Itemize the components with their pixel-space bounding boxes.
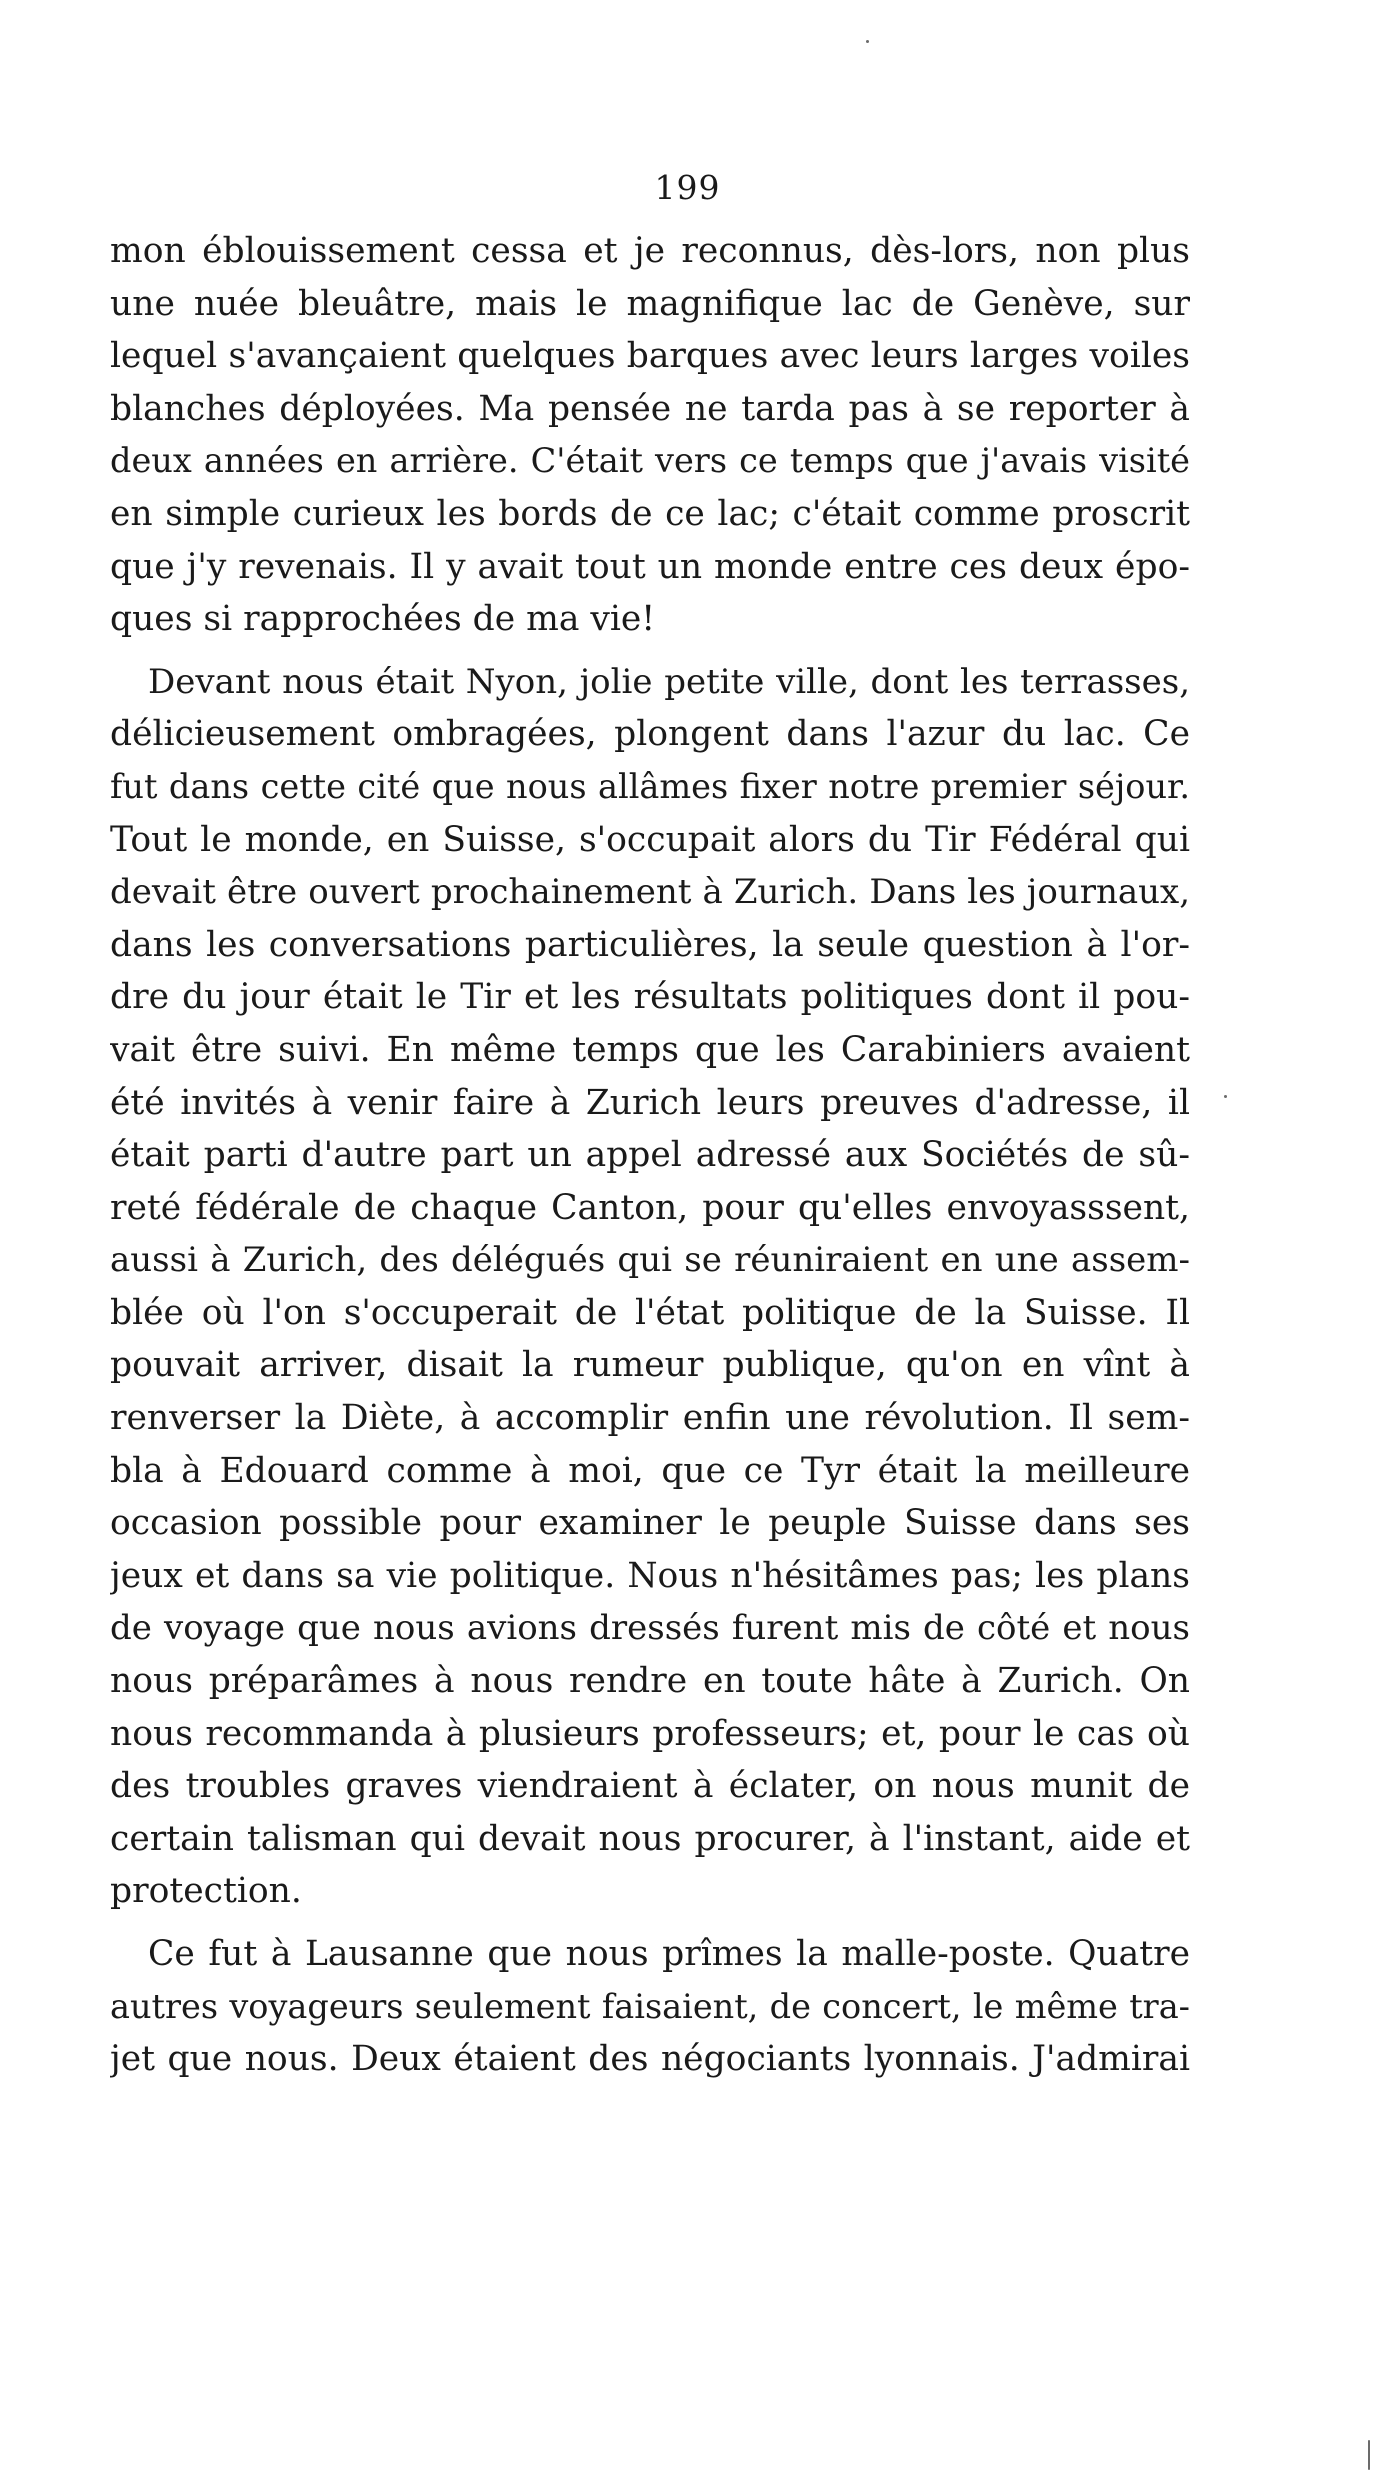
text-line: une nuée bleuâtre, mais le magnifique lac de Genève, sur xyxy=(110,283,1190,324)
text-line: deux années en arrière. C'était vers ce temps que j'avais visité xyxy=(110,441,1190,481)
text-line: jet que nous. Deux étaient des négociants lyonnais. J'admirai xyxy=(110,2039,1190,2080)
text-line: mon éblouissement cessa et je reconnus, dès-lors, non plus xyxy=(110,231,1190,271)
paragraph-2 xyxy=(110,656,1190,1918)
text-line: devait être ouvert prochainement à Zurich. Dans les journaux, xyxy=(110,872,1190,913)
text-line: dans les conversations particulières, la seule question à l'or- xyxy=(110,924,1190,965)
scan-speck xyxy=(866,40,869,43)
text-line: reté fédérale de chaque Canton, pour qu'elles envoyasssent, xyxy=(110,1187,1190,1228)
text-line: était parti d'autre part un appel adressé aux Sociétés de sû- xyxy=(110,1135,1190,1176)
text-line: aussi à Zurich, des délégués qui se réuniraient en une assem- xyxy=(110,1240,1190,1281)
text-line: délicieusement ombragées, plongent dans l'azur du lac. Ce xyxy=(110,714,1190,755)
text-line: bla à Edouard comme à moi, que ce Tyr était la meilleure xyxy=(110,1450,1190,1491)
scan-speck xyxy=(1224,1095,1227,1098)
text-line: fut dans cette cité que nous allâmes fixer notre premier séjour. xyxy=(110,766,1190,806)
page-number: 199 xyxy=(654,168,721,207)
text-line: nous préparâmes à nous rendre en toute hâte à Zurich. On xyxy=(110,1661,1190,1702)
text-line: occasion possible pour examiner le peuple Suisse dans ses xyxy=(110,1503,1190,1544)
text-line: en simple curieux les bords de ce lac; c'était comme proscrit xyxy=(110,493,1190,534)
text-line: jeux et dans sa vie politique. Nous n'hésitâmes pas; les plans xyxy=(110,1555,1190,1596)
text-line: nous recommanda à plusieurs professeurs; et, pour le cas où xyxy=(110,1713,1190,1754)
paragraph-3 xyxy=(110,1928,1190,2086)
text-line: Tout le monde, en Suisse, s'occupait alors du Tir Fédéral qui xyxy=(110,819,1190,860)
text-line: lequel s'avançaient quelques barques avec leurs larges voiles xyxy=(110,336,1190,377)
text-line: dre du jour était le Tir et les résultats politiques dont il pou- xyxy=(110,977,1190,1018)
text-line: été invités à venir faire à Zurich leurs preuves d'adresse, il xyxy=(110,1082,1190,1123)
text-line: de voyage que nous avions dressés furent mis de côté et nous xyxy=(110,1608,1190,1649)
text-line: vait être suivi. En même temps que les Carabiniers avaient xyxy=(110,1029,1190,1070)
text-line: protection. xyxy=(110,1871,302,1912)
text-line: Ce fut à Lausanne que nous prîmes la malle-poste. Quatre xyxy=(148,1934,1190,1974)
text-line: certain talisman qui devait nous procurer, à l'instant, aide et xyxy=(110,1818,1190,1859)
paragraph-spacer xyxy=(110,646,1190,656)
paragraph-1 xyxy=(110,225,1190,646)
text-line: que j'y revenais. Il y avait tout un monde entre ces deux épo- xyxy=(110,546,1190,587)
text-line: renverser la Diète, à accomplir enfin une révolution. Il sem- xyxy=(110,1398,1190,1439)
text-line: Devant nous était Nyon, jolie petite ville, dont les terrasses, xyxy=(148,661,1190,702)
text-line: autres voyageurs seulement faisaient, de concert, le même tra- xyxy=(110,1986,1190,2026)
page-body xyxy=(110,225,1190,2086)
text-line: ques si rapprochées de ma vie! xyxy=(110,599,656,640)
text-line: blanches déployées. Ma pensée ne tarda pas à se reporter à xyxy=(110,388,1190,429)
paragraph-spacer xyxy=(110,1918,1190,1928)
text-line: pouvait arriver, disait la rumeur publique, qu'on en vînt à xyxy=(110,1345,1190,1386)
text-line: des troubles graves viendraient à éclater, on nous munit de xyxy=(110,1766,1190,1807)
scan-speck xyxy=(1368,2440,1370,2470)
text-line: blée où l'on s'occuperait de l'état politique de la Suisse. Il xyxy=(110,1292,1190,1333)
